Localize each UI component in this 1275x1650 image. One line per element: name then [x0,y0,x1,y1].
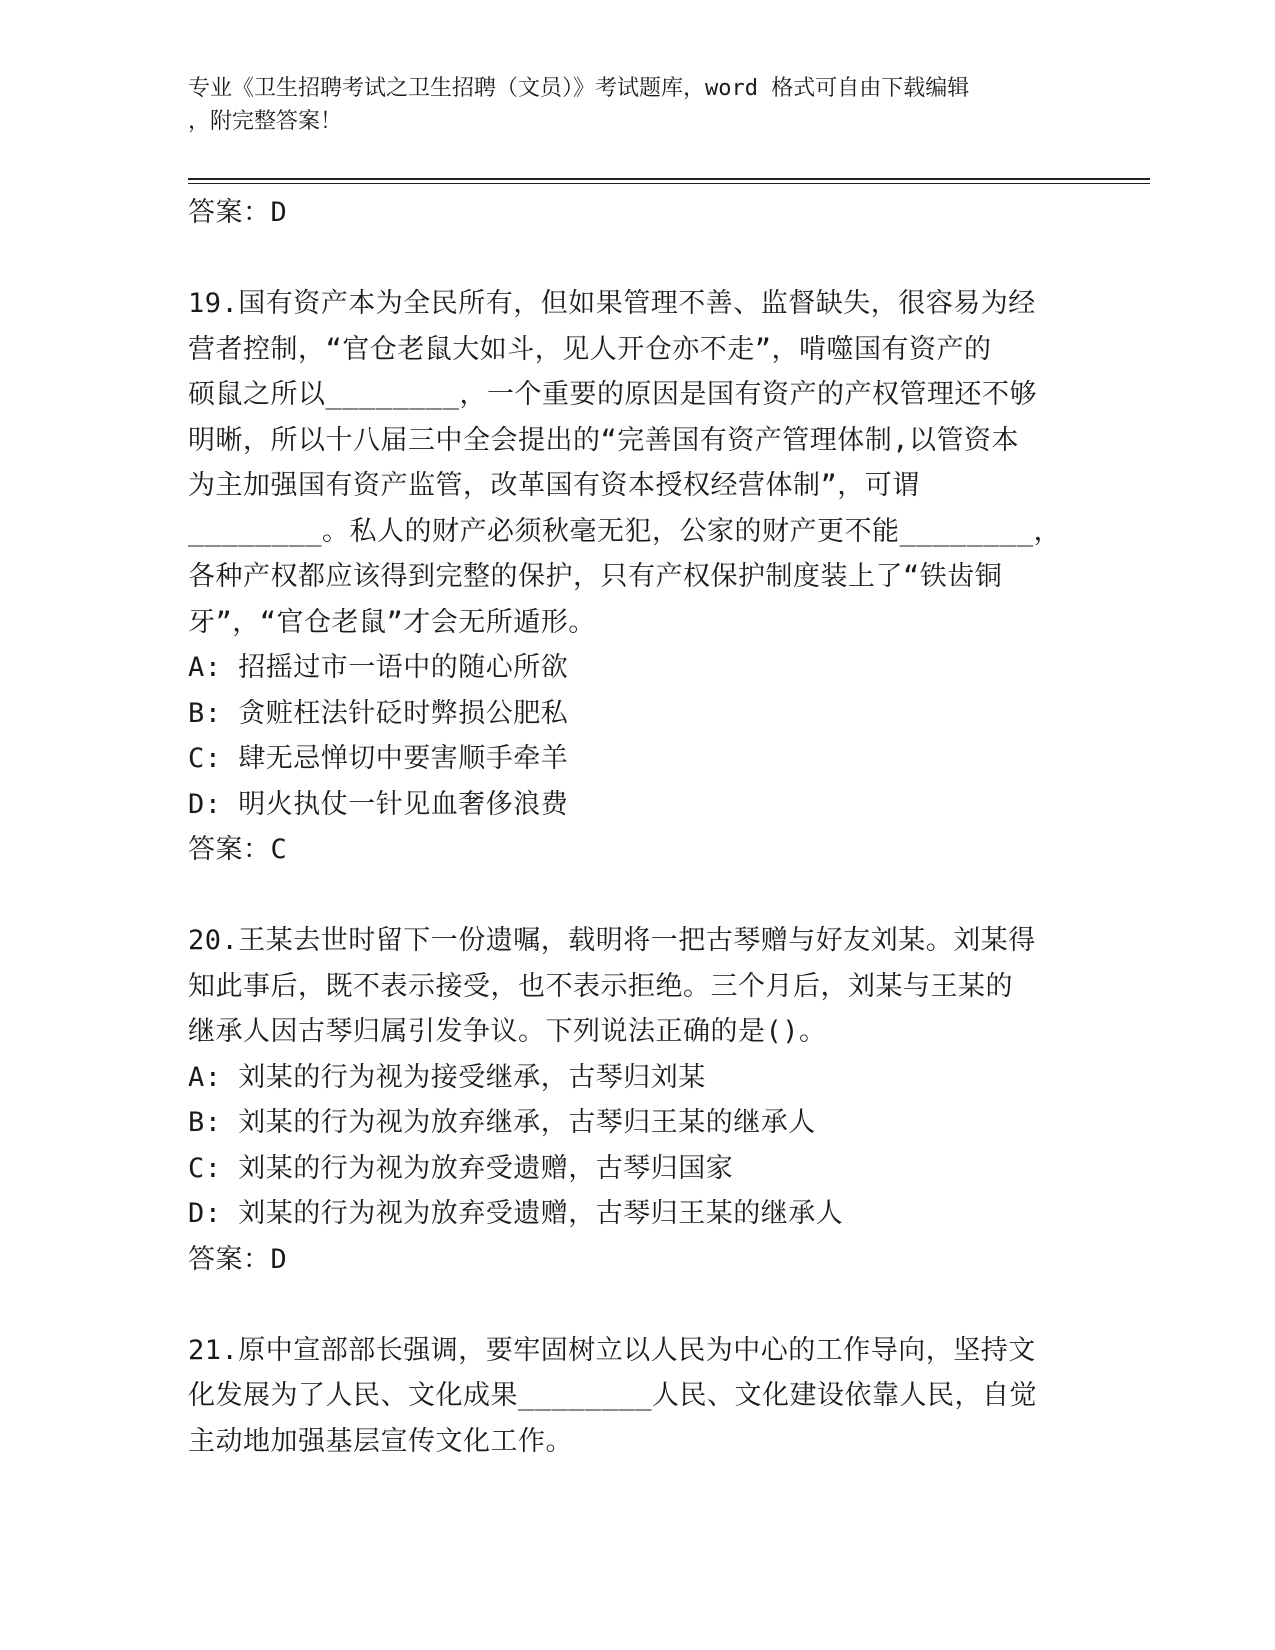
question-stem-line: 牙”，“官仓老鼠”才会无所遁形。 [188,606,596,638]
question-stem-line: 21.原中宣部部长强调，要牢固树立以人民为中心的工作导向，坚持文 [188,1334,1036,1366]
option-d: D: 刘某的行为视为放弃受遗赠，古琴归王某的继承人 [188,1198,844,1229]
question-stem-line: ________。私人的财产必须秋毫无犯，公家的财产更不能________， [188,515,1062,547]
question-19 [188,281,1088,873]
option-b: B: 贪赃枉法针砭时弊损公肥私 [188,697,569,729]
option-a: A: 刘某的行为视为接受继承，古琴归刘某 [188,1061,706,1093]
header-line-1: 专业《卫生招聘考试之卫生招聘（文员）》考试题库，word 格式可自由下载编辑 [188,76,970,101]
header-divider-thin [188,183,1150,184]
question-stem-line: 20.王某去世时留下一份遗嘱，载明将一把古琴赠与好友刘某。刘某得 [188,925,1036,956]
question-stem-line: 各种产权都应该得到完整的保护，只有产权保护制度装上了“铁齿铜 [188,561,1003,592]
option-a: A: 招摇过市一语中的随心所欲 [188,652,569,683]
question-stem-line: 营者控制，“官仓老鼠大如斗，见人开仓亦不走”，啃噬国有资产的 [188,333,992,365]
answer: 答案：D [188,1243,288,1275]
spacer [188,236,1088,282]
page-header [188,72,1088,138]
spacer [188,873,1088,919]
spacer [188,1282,1088,1328]
option-c: C: 肆无忌惮切中要害顺手牵羊 [188,743,569,774]
previous-answer: 答案：D [188,197,288,228]
question-stem-line: 为主加强国有资产监管，改革国有资本授权经营体制”，可谓 [188,470,920,501]
option-b: B: 刘某的行为视为放弃继承，古琴归王某的继承人 [188,1107,816,1138]
header-divider-thick [188,178,1150,180]
answer: 答案：C [188,834,288,865]
question-20 [188,918,1088,1282]
question-stem-line: 19.国有资产本为全民所有，但如果管理不善、监督缺失，很容易为经 [188,288,1036,319]
header-line-2: ，附完整答案！ [188,109,343,134]
question-stem-line: 知此事后，既不表示接受，也不表示拒绝。三个月后，刘某与王某的 [188,970,1013,1002]
question-stem-line: 化发展为了人民、文化成果________人民、文化建设依靠人民，自觉 [188,1380,1038,1411]
question-21 [188,1328,1088,1465]
option-c: C: 刘某的行为视为放弃受遗赠，古琴归国家 [188,1152,734,1184]
question-stem-line: 继承人因古琴归属引发争议。下列说法正确的是()。 [188,1016,827,1047]
question-stem-line: 明晰，所以十八届三中全会提出的“完善国有资产管理体制,以管资本 [188,424,1020,456]
option-d: D: 明火执仗一针见血奢侈浪费 [188,788,569,820]
question-stem-line: 硕鼠之所以________，一个重要的原因是国有资产的产权管理还不够 [188,379,1038,410]
document-body [188,190,1088,1464]
question-stem-line: 主动地加强基层宣传文化工作。 [188,1425,573,1457]
